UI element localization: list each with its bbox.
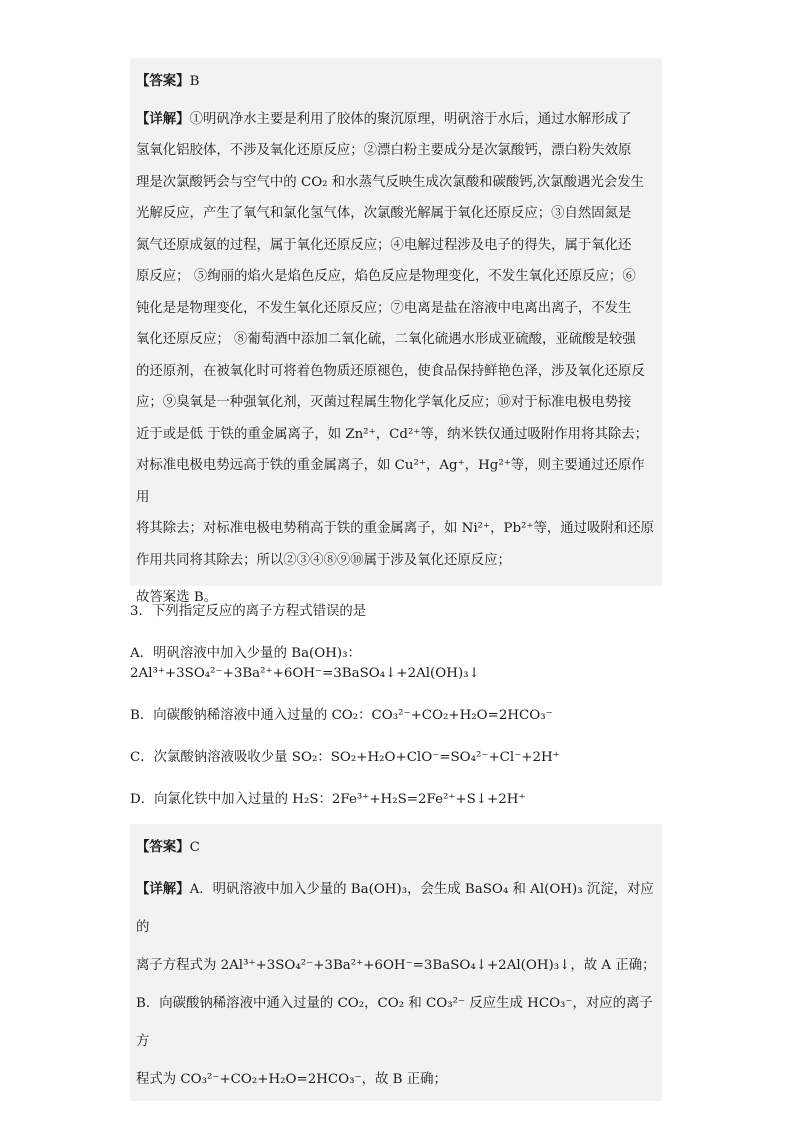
q2-conclusion: 故答案选 B。 xyxy=(136,590,218,605)
q2-detail-line: 【详解】①明矾净水主要是利用了胶体的聚沉原理，明矾溶于水后，通过水解形成了 xyxy=(136,110,632,127)
question-stem: 3．下列指定反应的离子方程式错误的是 xyxy=(130,604,367,619)
detail-label: 【详解】 xyxy=(136,880,190,897)
q2-detail-line: 光解反应，产生了氧气和氯化氢气体，次氯酸光解属于氧化还原反应；③自然固氮是 xyxy=(136,206,632,221)
answer-value: C xyxy=(189,840,200,855)
question-3 xyxy=(130,602,662,810)
q3-solution-box xyxy=(130,824,662,1101)
answer-label: 【答案】 xyxy=(136,73,190,89)
document-page xyxy=(130,58,662,1101)
q2-detail-line: 原反应； ⑤绚丽的焰火是焰色反应，焰色反应是物理变化，不发生氧化还原反应；⑥ xyxy=(136,269,636,284)
q2-detail-line: 的还原剂，在被氧化时可将着色物质还原褪色，使食品保持鲜艳色泽，涉及氧化还原反 xyxy=(136,363,645,379)
q2-detail-line: 对标准电极电势远高于铁的重金属离子，如 Cu²⁺，Ag⁺，Hg²⁺等，则主要通过还原作用 xyxy=(136,458,645,505)
answer-value: B xyxy=(189,74,200,89)
option-d: D．向氯化铁中加入过量的 H₂S：2Fe³⁺+H₂S=2Fe²⁺+S↓+2H⁺ xyxy=(130,792,526,807)
detail-label: 【详解】 xyxy=(136,110,190,127)
option-c: C．次氯酸钠溶液吸收少量 SO₂：SO₂+H₂O+ClO⁻=SO₄²⁻+Cl⁻+2H⁺ xyxy=(130,750,560,765)
option-b: B．向碳酸钠稀溶液中通入过量的 CO₂：CO₃²⁻+CO₂+H₂O=2HCO₃⁻ xyxy=(130,708,553,723)
q2-detail-line: 氧化还原反应； ⑧葡萄酒中添加二氧化硫，二氧化硫遇水形成亚硫酸，亚硫酸是较强 xyxy=(136,332,636,347)
option-a: A．明矾溶液中加入少量的 Ba(OH)₃：2Al³⁺+3SO₄²⁻+3Ba²⁺+6OH⁻=3BaSO₄↓+2Al(OH)₃↓ xyxy=(130,646,480,681)
q2-detail-line: 氢氧化铝胶体，不涉及氧化还原反应；②漂白粉主要成分是次氯酸钙，漂白粉失效原 xyxy=(136,143,632,158)
answer-label: 【答案】 xyxy=(136,839,190,855)
q2-detail-line: 应；⑨臭氧是一种强氧化剂，灭菌过程属生物化学氧化反应；⑩对于标准电极电势接 xyxy=(136,395,632,410)
q2-detail-line: 理是次氯酸钙会与空气中的 CO₂ 和水蒸气反映生成次氯酸和碳酸钙,次氯酸遇光会发生 xyxy=(136,174,645,190)
q2-detail-line: 作用共同将其除去；所以②③④⑧⑨⑩属于涉及氧化还原反应； xyxy=(136,552,511,568)
q2-solution-box xyxy=(130,58,662,605)
q2-detail-line: 钝化是是物理变化，不发生氧化还原反应；⑦电离是盐在溶液中电离出离子，不发生 xyxy=(136,300,632,316)
q3-detail-line: B．向碳酸钠稀溶液中通入过量的 CO₂，CO₂ 和 CO₃²⁻ 反应生成 HCO₃⁻，对应的离子方 xyxy=(136,995,653,1049)
q3-answer-line xyxy=(136,830,656,864)
q3-detail-line: 离子方程式为 2Al³⁺+3SO₄²⁻+3Ba²⁺+6OH⁻=3BaSO₄↓+2Al(OH)₃↓，故 A 正确； xyxy=(136,957,656,973)
q2-detail-line: 将其除去；对标准电极电势稍高于铁的重金属离子，如 Ni²⁺，Pb²⁺等，通过吸附和还原 xyxy=(136,521,654,536)
q2-answer-line xyxy=(136,64,656,98)
q3-detail-line: 【详解】A．明矾溶液中加入少量的 Ba(OH)₃，会生成 BaSO₄ 和 Al(OH)₃ 沉淀，对应的 xyxy=(136,880,654,935)
q3-detail-line: 程式为 CO₃²⁻+CO₂+H₂O=2HCO₃⁻，故 B 正确； xyxy=(136,1071,447,1087)
q2-detail-line: 近于或是低 于铁的重金属离子，如 Zn²⁺，Cd²⁺等，纳米铁仅通过吸附作用将其除去； xyxy=(136,426,649,442)
q2-detail-line: 氮气还原成氨的过程，属于氧化还原反应；④电解过程涉及电子的得失，属于氧化还 xyxy=(136,237,632,253)
